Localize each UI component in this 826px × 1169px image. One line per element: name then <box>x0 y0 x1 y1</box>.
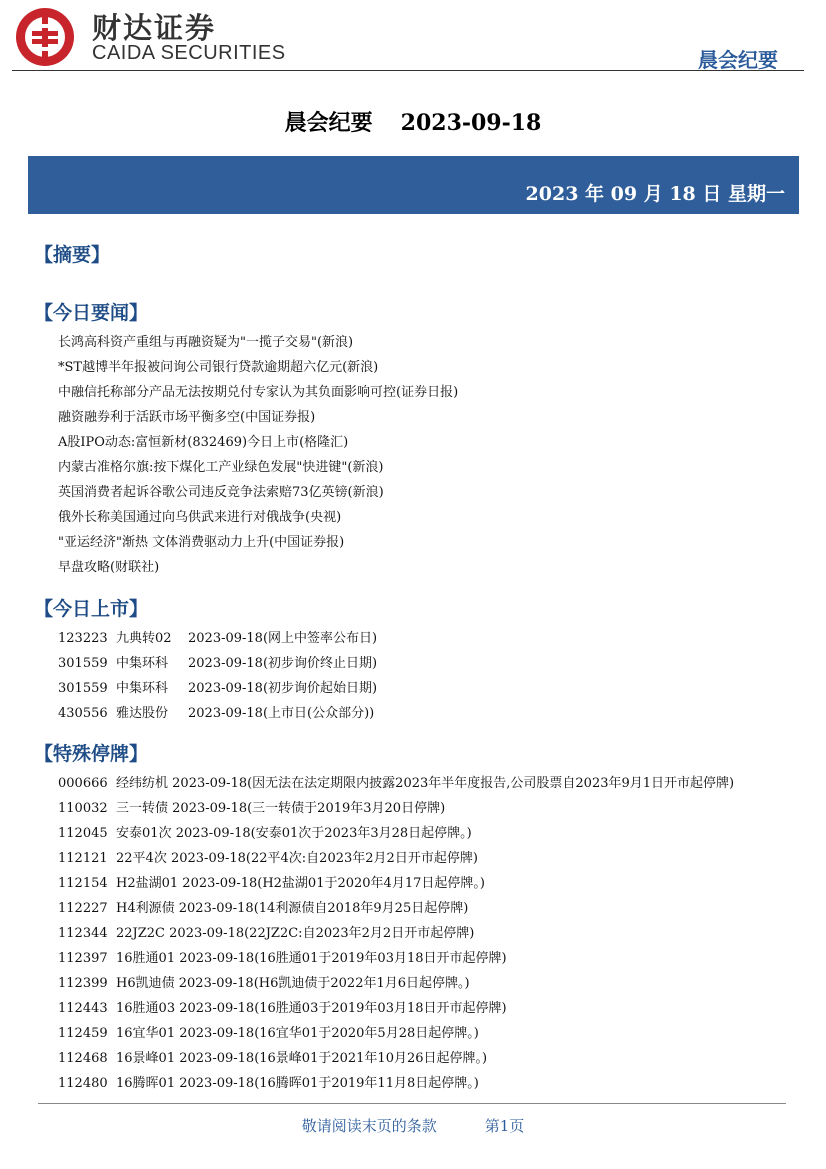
stock-name: 九典转02 <box>116 631 172 646</box>
listing-row <box>58 652 377 671</box>
stock-code: 112344 <box>58 926 108 941</box>
report-type-label: 晨会纪要 <box>698 48 778 72</box>
news-item[interactable]: 早盘攻略(财联社) <box>58 560 160 575</box>
suspension-row <box>58 947 507 966</box>
banner-date: 2023 年 09 月 18 日 星期一 <box>525 183 785 205</box>
brand-name-cn: 财达证券 <box>92 11 217 45</box>
header-divider <box>12 70 804 71</box>
listing-info: 2023-09-18(初步询价起始日期) <box>188 681 378 696</box>
suspension-info: 2023-09-18(22平4次:自2023年2月2日开市起停牌) <box>170 851 478 866</box>
footer-divider <box>38 1103 786 1104</box>
page-number: 第1页 <box>484 1117 525 1135</box>
suspension-row <box>58 1047 487 1066</box>
section-heading-news: 【今日要闻】 <box>34 302 149 324</box>
stock-code: 112459 <box>58 1026 108 1041</box>
stock-name: 16宜华01 <box>116 1026 176 1041</box>
stock-name: 经纬纺机 <box>116 776 169 791</box>
stock-code: 112443 <box>58 1001 108 1016</box>
news-item[interactable]: A股IPO动态:富恒新材(832469)今日上市(格隆汇) <box>58 435 349 450</box>
suspension-row <box>58 972 470 991</box>
stock-code: 112121 <box>58 851 108 866</box>
stock-code: 430556 <box>58 706 108 721</box>
suspension-row <box>58 997 507 1016</box>
listing-row <box>58 702 374 721</box>
suspension-info: 2023-09-18(16腾晖01于2019年11月8日起停牌。) <box>179 1076 479 1091</box>
stock-code: 000666 <box>58 776 108 791</box>
stock-name: H6凯迪债 <box>116 976 175 991</box>
suspension-row <box>58 797 445 816</box>
suspension-info: 2023-09-18(16景峰01于2021年10月26日起停牌。) <box>179 1051 488 1066</box>
suspension-info: 2023-09-18(14利源债自2018年9月25日起停牌) <box>178 901 469 916</box>
page-footer <box>0 1115 826 1136</box>
news-item[interactable]: 中融信托称部分产品无法按期兑付专家认为其负面影响可控(证券日报) <box>58 385 459 400</box>
stock-code: 112227 <box>58 901 108 916</box>
news-item[interactable]: *ST越博半年报被问询公司银行贷款逾期超六亿元(新浪) <box>58 360 379 375</box>
stock-code: 112480 <box>58 1076 108 1091</box>
stock-name: 16胜通03 <box>116 1001 176 1016</box>
news-item[interactable]: 内蒙古准格尔旗:按下煤化工产业绿色发展"快进键"(新浪) <box>58 460 384 475</box>
news-item[interactable]: 融资融券利于活跃市场平衡多空(中国证券报) <box>58 410 316 425</box>
title-date: 2023-09-18 <box>400 110 542 136</box>
suspension-info: 2023-09-18(H6凯迪债于2022年1月6日起停牌。) <box>178 976 470 991</box>
suspension-info: 2023-09-18(16胜通03于2019年03月18日开市起停牌) <box>179 1001 507 1016</box>
caida-logo-icon <box>14 6 76 68</box>
suspension-row <box>58 897 468 916</box>
brand-name-en: CAIDA SECURITIES <box>92 42 286 64</box>
stock-name: H2盐湖01 <box>116 876 179 891</box>
stock-name: 安泰01次 <box>116 826 172 841</box>
stock-code: 112468 <box>58 1051 108 1066</box>
stock-name: H4利源债 <box>116 901 175 916</box>
stock-code: 112399 <box>58 976 108 991</box>
stock-code: 112045 <box>58 826 108 841</box>
stock-code: 301559 <box>58 656 108 671</box>
page-title <box>0 106 826 137</box>
caida-logo <box>14 6 76 68</box>
stock-name: 16景峰01 <box>116 1051 176 1066</box>
stock-name: 中集环科 <box>116 656 169 671</box>
stock-name: 中集环科 <box>116 681 169 696</box>
suspension-row <box>58 772 734 791</box>
suspension-row <box>58 822 472 841</box>
stock-code: 112154 <box>58 876 108 891</box>
suspension-info: 2023-09-18(H2盐湖01于2020年4月17日起停牌。) <box>182 876 485 891</box>
suspension-row <box>58 922 474 941</box>
stock-code: 301559 <box>58 681 108 696</box>
news-item[interactable]: 俄外长称美国通过向乌供武来进行对俄战争(央视) <box>58 510 342 525</box>
suspension-info: 2023-09-18(安泰01次于2023年3月28日起停牌。) <box>175 826 472 841</box>
news-item[interactable]: 英国消费者起诉谷歌公司违反竞争法索赔73亿英镑(新浪) <box>58 485 384 500</box>
listing-info: 2023-09-18(上市日(公众部分)) <box>188 706 375 721</box>
suspension-info: 2023-09-18(16宜华01于2020年5月28日起停牌。) <box>179 1026 479 1041</box>
date-banner <box>28 156 799 214</box>
stock-code: 123223 <box>58 631 108 646</box>
section-heading-summary: 【摘要】 <box>34 244 111 266</box>
stock-name: 22平4次 <box>116 851 167 866</box>
suspension-row <box>58 1072 479 1091</box>
stock-code: 110032 <box>58 801 108 816</box>
news-item[interactable]: "亚运经济"渐热 文体消费驱动力上升(中国证券报) <box>58 535 345 550</box>
listing-row <box>58 627 377 646</box>
suspension-row <box>58 872 485 891</box>
listing-info: 2023-09-18(网上中签率公布日) <box>188 631 378 646</box>
section-heading-suspensions: 【特殊停牌】 <box>34 743 149 765</box>
stock-name: 16腾晖01 <box>116 1076 176 1091</box>
stock-code: 112397 <box>58 951 108 966</box>
stock-name: 三一转债 <box>116 801 169 816</box>
suspension-info: 2023-09-18(16胜通01于2019年03月18日开市起停牌) <box>179 951 507 966</box>
listing-info: 2023-09-18(初步询价终止日期) <box>188 656 378 671</box>
suspension-info: 2023-09-18(22JZ2C:自2023年2月2日开市起停牌) <box>169 926 475 941</box>
suspension-row <box>58 847 478 866</box>
listing-row <box>58 677 377 696</box>
section-heading-listings: 【今日上市】 <box>34 598 149 620</box>
news-item[interactable]: 长鸿高科资产重组与再融资疑为"一揽子交易"(新浪) <box>58 335 354 350</box>
footer-disclaimer[interactable]: 敬请阅读末页的条款 <box>301 1117 437 1135</box>
stock-name: 22JZ2C <box>116 926 166 941</box>
suspension-row <box>58 1022 479 1041</box>
suspension-info: 2023-09-18(因无法在法定期限内披露2023年半年度报告,公司股票自2023年9月1日开市起停牌) <box>172 776 735 791</box>
stock-name: 雅达股份 <box>116 706 169 721</box>
title-name: 晨会纪要 <box>284 110 373 136</box>
stock-name: 16胜通01 <box>116 951 176 966</box>
suspension-info: 2023-09-18(三一转债于2019年3月20日停牌) <box>172 801 446 816</box>
